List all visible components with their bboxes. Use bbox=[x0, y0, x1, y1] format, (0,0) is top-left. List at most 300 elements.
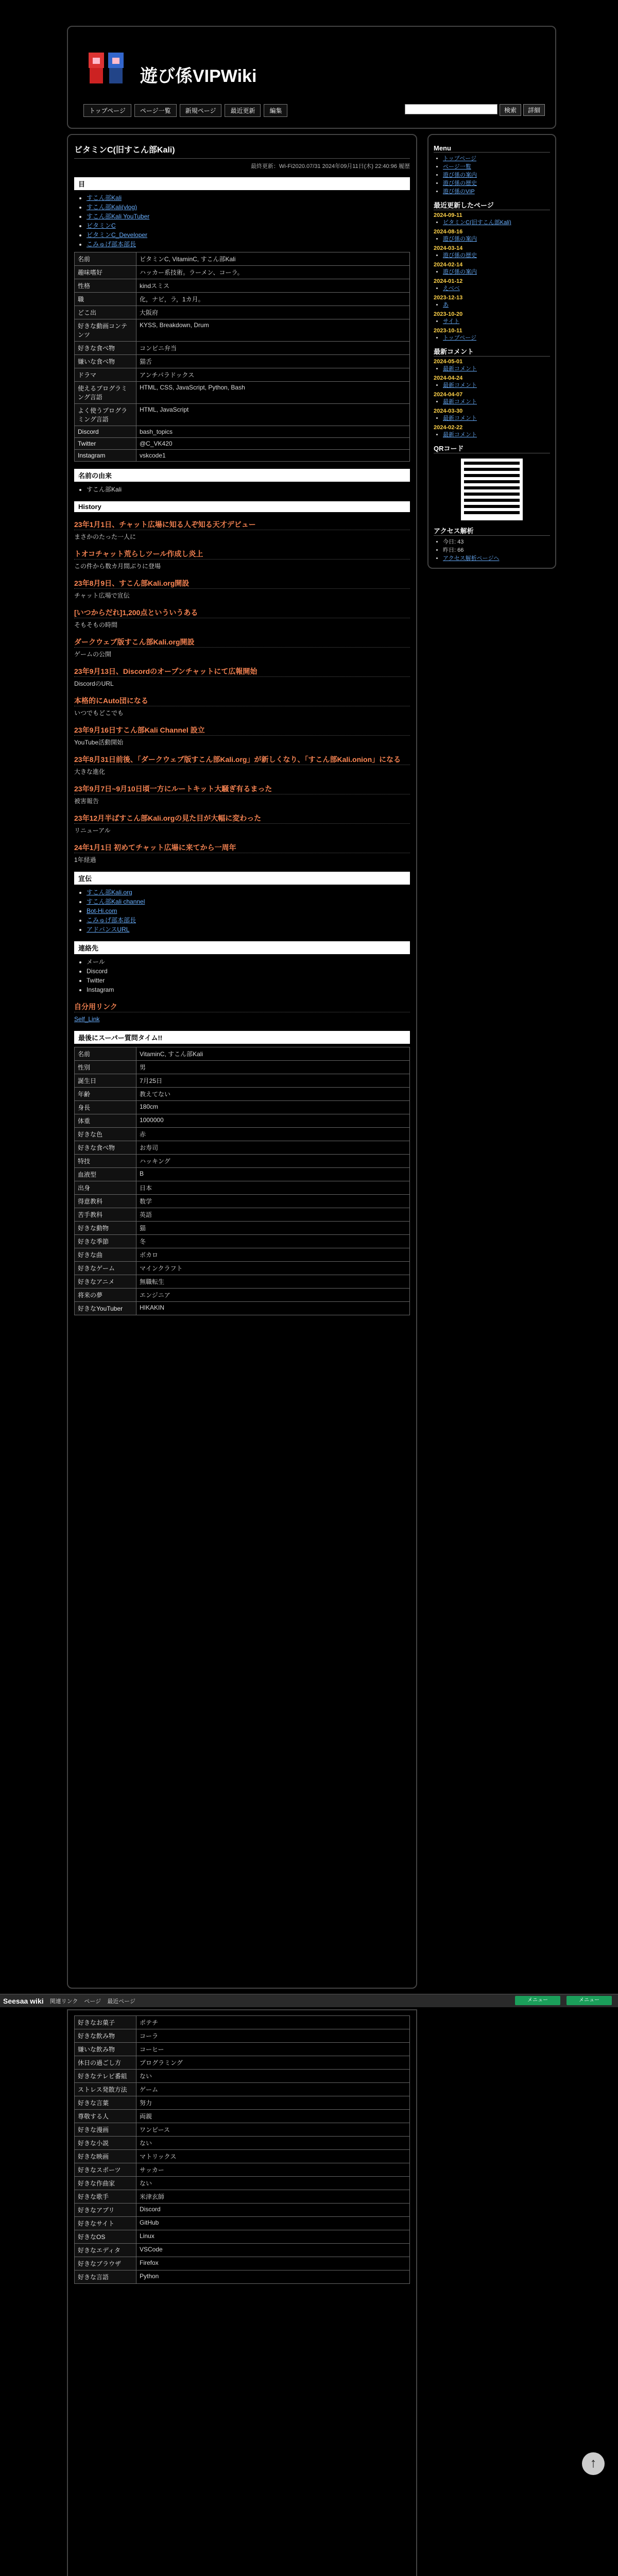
table-value: 大阪府 bbox=[136, 306, 410, 319]
date-label: 2024-04-07 bbox=[434, 392, 463, 398]
table-row bbox=[75, 382, 410, 404]
table-value: Linux bbox=[136, 2230, 410, 2244]
table-value: プログラミング bbox=[136, 2056, 410, 2070]
sidebar-link[interactable]: 最新コメント bbox=[443, 415, 477, 421]
table-value: Discord bbox=[136, 2204, 410, 2217]
table-key: 将来の夢 bbox=[75, 1289, 136, 1302]
table-row bbox=[75, 2123, 410, 2137]
table-value: ポテチ bbox=[136, 2016, 410, 2029]
table-key: 好きな色 bbox=[75, 1128, 136, 1141]
nav-pages[interactable]: ページ一覧 bbox=[134, 104, 177, 117]
table-key: 性別 bbox=[75, 1061, 136, 1074]
main-nav bbox=[83, 104, 287, 117]
table-value: 冬 bbox=[136, 1235, 410, 1248]
table-value: アンチパラドックス bbox=[136, 368, 410, 382]
table-row bbox=[75, 1302, 410, 1315]
table-value: 180cm bbox=[136, 1101, 410, 1114]
table-key: 好きな季節 bbox=[75, 1235, 136, 1248]
date-label: 2024-01-12 bbox=[434, 278, 463, 284]
table-value: ない bbox=[136, 2137, 410, 2150]
date-list bbox=[434, 268, 550, 276]
table-value: 英語 bbox=[136, 1208, 410, 1222]
table-value: コーヒー bbox=[136, 2043, 410, 2056]
history-heading: 23年9月13日、Discordのオープンチャットにて広報開始 bbox=[74, 666, 410, 677]
table-key: 好きな食べ物 bbox=[75, 1141, 136, 1155]
qa-table-continued bbox=[74, 2015, 410, 2284]
table-row bbox=[75, 2204, 410, 2217]
table-row bbox=[75, 1222, 410, 1235]
table-key: 好きなエディタ bbox=[75, 2244, 136, 2257]
date-label: 2023-10-20 bbox=[434, 311, 463, 317]
date-label: 2024-05-01 bbox=[434, 359, 463, 365]
history-text: そもそもの時間 bbox=[74, 621, 118, 629]
table-row bbox=[75, 404, 410, 426]
date-list bbox=[434, 251, 550, 260]
sidebar-link[interactable]: 最新コメント bbox=[443, 432, 477, 438]
table-value: 両親 bbox=[136, 2110, 410, 2123]
table-key: 尊敬する人 bbox=[75, 2110, 136, 2123]
table-key: 名前 bbox=[75, 1047, 136, 1061]
table-key: 好きな言語 bbox=[75, 2270, 136, 2284]
qr-heading: QRコード bbox=[434, 443, 550, 453]
toc-item[interactable]: こみゅげ部本部長 bbox=[87, 241, 136, 248]
sidebar-link[interactable]: 遊び係の案内 bbox=[443, 269, 477, 275]
table-value: VSCode bbox=[136, 2244, 410, 2257]
table-row bbox=[75, 2257, 410, 2270]
table-value: ない bbox=[136, 2177, 410, 2190]
search-button[interactable]: 検索 bbox=[500, 104, 521, 116]
contacts-list bbox=[74, 957, 410, 994]
table-key: 好きな食べ物 bbox=[75, 342, 136, 355]
table-row bbox=[75, 1101, 410, 1114]
table-value: 数学 bbox=[136, 1195, 410, 1208]
table-row bbox=[75, 1155, 410, 1168]
table-key: 名前 bbox=[75, 252, 136, 266]
menu-list bbox=[434, 155, 550, 196]
date-label: 2024-08-16 bbox=[434, 229, 463, 235]
table-row bbox=[75, 1262, 410, 1275]
toc-item[interactable]: すこん部Kali bbox=[87, 194, 122, 201]
footer-button[interactable]: メニュー bbox=[515, 1996, 560, 2005]
table-value: B bbox=[136, 1168, 410, 1181]
table-value: サッカー bbox=[136, 2163, 410, 2177]
table-key: ストレス発散方法 bbox=[75, 2083, 136, 2096]
contacts-heading: 連絡先 bbox=[74, 941, 410, 954]
table-key: Discord bbox=[75, 426, 136, 438]
table-key: 好きな漫画 bbox=[75, 2123, 136, 2137]
table-row bbox=[75, 426, 410, 438]
name-origin-heading: 名前の由来 bbox=[74, 469, 410, 482]
table-key: 好きなスポーツ bbox=[75, 2163, 136, 2177]
menu-item[interactable]: トップページ bbox=[443, 156, 477, 162]
nav-recent[interactable]: 最近更新 bbox=[225, 104, 261, 117]
table-row bbox=[75, 438, 410, 450]
table-value: 化，ナビ，ラ，1カ月。 bbox=[136, 293, 410, 306]
table-key: 好きな飲み物 bbox=[75, 2029, 136, 2043]
table-value: 猫舌 bbox=[136, 355, 410, 368]
table-value: ハッカー系技術。ラーメン、コーラ。 bbox=[136, 266, 410, 279]
history-heading: 23年9月7日~9月10日頃一方にルートキット大騒ぎ有るまった bbox=[74, 784, 410, 794]
qa-table bbox=[74, 1047, 410, 1315]
sidebar-link[interactable]: 最新コメント bbox=[443, 399, 477, 405]
date-list bbox=[434, 431, 550, 439]
table-row bbox=[75, 2029, 410, 2043]
table-row bbox=[75, 1114, 410, 1128]
lower-content bbox=[67, 2009, 417, 2576]
table-value: vskcode1 bbox=[136, 450, 410, 462]
search-bar bbox=[405, 104, 545, 116]
table-value: ボカロ bbox=[136, 1248, 410, 1262]
table-value: HIKAKIN bbox=[136, 1302, 410, 1315]
contact-item: • Discord bbox=[87, 967, 410, 976]
toc-item[interactable]: すこん部Kali YouTuber bbox=[87, 213, 150, 220]
link-item[interactable]: すこん部Kali.org bbox=[87, 889, 132, 896]
date-list bbox=[434, 414, 550, 422]
table-key: 特技 bbox=[75, 1155, 136, 1168]
table-row bbox=[75, 2177, 410, 2190]
table-value: KYSS, Breakdown, Drum bbox=[136, 319, 410, 342]
table-row bbox=[75, 1047, 410, 1061]
table-key: 好きなブラウザ bbox=[75, 2257, 136, 2270]
site-title[interactable]: 遊び係VIPWiki bbox=[140, 66, 257, 86]
table-row bbox=[75, 368, 410, 382]
links-list bbox=[74, 888, 410, 934]
history-heading: トオコチャット荒らしツール作成し炎上 bbox=[74, 549, 410, 560]
history-heading: 23年8月31日前後、「ダークウェブ版すこん部Kali.org」が新しくなり、「すこん部Kali.onion」になる bbox=[74, 754, 410, 765]
table-value: 努力 bbox=[136, 2096, 410, 2110]
table-row bbox=[75, 2070, 410, 2083]
search-input[interactable] bbox=[405, 104, 497, 114]
history-heading: History bbox=[74, 501, 410, 512]
table-value: ゲーム bbox=[136, 2083, 410, 2096]
toc-item[interactable]: ビタミンC_Developer bbox=[87, 231, 148, 239]
date-label: 2024-02-22 bbox=[434, 425, 463, 431]
nav-top[interactable]: トップページ bbox=[83, 104, 131, 117]
profile-table bbox=[74, 252, 410, 462]
table-key: 得意教科 bbox=[75, 1195, 136, 1208]
table-value: コンビニ弁当 bbox=[136, 342, 410, 355]
date-list bbox=[434, 235, 550, 243]
sidebar-link[interactable]: ビタミンC(旧すこん部Kali) bbox=[443, 219, 511, 226]
link-item[interactable]: Bot-Hi.com bbox=[87, 907, 117, 914]
table-value: ない bbox=[136, 2070, 410, 2083]
sidebar-link[interactable]: 最新コメント bbox=[443, 366, 477, 372]
sidebar-link[interactable]: 最新コメント bbox=[443, 382, 477, 388]
table-key: 趣味嗜好 bbox=[75, 266, 136, 279]
history-text: リニューアル bbox=[74, 827, 111, 834]
date-label: 2024-02-14 bbox=[434, 262, 463, 268]
date-list bbox=[434, 381, 550, 389]
table-value: 男 bbox=[136, 1061, 410, 1074]
history-text: 1年経過 bbox=[74, 856, 96, 863]
history-heading: 24年1月1日 初めてチャット広場に来てから一周年 bbox=[74, 842, 410, 853]
table-key: 使えるプログラミング言語 bbox=[75, 382, 136, 404]
date-label: 2024-03-14 bbox=[434, 245, 463, 251]
recent-heading: 最近更新したページ bbox=[434, 200, 550, 210]
page-meta: 最終更新：Wi-Fi2020.07/31 2024年09月11日(木) 22:40:96 履歴 bbox=[250, 163, 410, 170]
table-key: どこ出 bbox=[75, 306, 136, 319]
table-row bbox=[75, 293, 410, 306]
name-origin-list bbox=[74, 485, 410, 494]
toc-heading: 目 bbox=[74, 177, 410, 190]
table-row bbox=[75, 342, 410, 355]
history-text: チャット広場で宣伝 bbox=[74, 592, 130, 599]
table-row bbox=[75, 1195, 410, 1208]
date-list bbox=[434, 317, 550, 326]
contact-item: • Twitter bbox=[87, 976, 410, 985]
date-list bbox=[434, 301, 550, 309]
table-key: 好きなOS bbox=[75, 2230, 136, 2244]
date-list bbox=[434, 284, 550, 293]
table-row bbox=[75, 1128, 410, 1141]
sidebar-link[interactable]: トップページ bbox=[443, 335, 477, 341]
table-row bbox=[75, 252, 410, 266]
selflink[interactable]: Self_Link bbox=[74, 1015, 100, 1023]
table-key: 好きな歌手 bbox=[75, 2190, 136, 2204]
table-key: 好きなアプリ bbox=[75, 2204, 136, 2217]
link-item[interactable]: こみゅげ部本部長 bbox=[87, 917, 136, 924]
table-row bbox=[75, 2016, 410, 2029]
table-value: VitaminC, すこん部Kali bbox=[136, 1047, 410, 1061]
table-row bbox=[75, 1061, 410, 1074]
history-heading: 本格的にAuto団になる bbox=[74, 696, 410, 706]
history-text: ゲームの公開 bbox=[74, 651, 112, 658]
table-row bbox=[75, 2163, 410, 2177]
history-text: 大きな進化 bbox=[74, 768, 106, 775]
history-list bbox=[74, 519, 410, 865]
toc-list bbox=[74, 193, 410, 249]
access-item: • 昨日: 66 bbox=[443, 546, 550, 554]
date-list bbox=[434, 365, 550, 373]
table-value: HTML, JavaScript bbox=[136, 404, 410, 426]
toc-item[interactable]: すこん部Kali(vlog) bbox=[87, 204, 138, 211]
table-value: kindスミス bbox=[136, 279, 410, 293]
table-value: お寿司 bbox=[136, 1141, 410, 1155]
table-value: ハッキング bbox=[136, 1155, 410, 1168]
toc-item[interactable]: ビタミンC bbox=[87, 222, 116, 229]
table-value: 赤 bbox=[136, 1128, 410, 1141]
menu-heading: Menu bbox=[434, 144, 550, 152]
table-row bbox=[75, 2083, 410, 2096]
footer-button[interactable]: メニュー bbox=[566, 1996, 612, 2005]
news-heading: 最新コメント bbox=[434, 346, 550, 357]
table-value: マインクラフト bbox=[136, 1262, 410, 1275]
date-label: 2024-04-24 bbox=[434, 375, 463, 381]
menu-item[interactable]: ページ一覧 bbox=[443, 164, 471, 170]
table-key: 性格 bbox=[75, 279, 136, 293]
table-row bbox=[75, 1088, 410, 1101]
links-heading: 宣伝 bbox=[74, 872, 410, 885]
table-row bbox=[75, 450, 410, 462]
access-link[interactable]: アクセス解析ページへ bbox=[443, 555, 500, 562]
table-value: 日本 bbox=[136, 1181, 410, 1195]
contact-item: • Instagram bbox=[87, 985, 410, 994]
table-value: @C_VK420 bbox=[136, 438, 410, 450]
table-key: 体重 bbox=[75, 1114, 136, 1128]
table-value: GitHub bbox=[136, 2217, 410, 2230]
table-key: Instagram bbox=[75, 450, 136, 462]
menu-item[interactable]: 遊び係の歴史 bbox=[443, 180, 477, 187]
table-row bbox=[75, 1275, 410, 1289]
table-key: 好きな小説 bbox=[75, 2137, 136, 2150]
table-row bbox=[75, 1074, 410, 1088]
table-row bbox=[75, 355, 410, 368]
sidebar-link[interactable]: 遊び係の歴史 bbox=[443, 252, 477, 259]
access-item: • 今日: 43 bbox=[443, 538, 550, 546]
scroll-top-icon[interactable]: ↑ bbox=[582, 2452, 605, 2475]
selflink-heading: 自分用リンク bbox=[74, 1002, 410, 1012]
table-row bbox=[75, 319, 410, 342]
table-value: bash_topics bbox=[136, 426, 410, 438]
table-key: 苦手教科 bbox=[75, 1208, 136, 1222]
footer-logo[interactable]: Seesaa wiki bbox=[3, 1996, 44, 2005]
table-key: 好きなテレビ番組 bbox=[75, 2070, 136, 2083]
list-item: • すこん部Kali bbox=[87, 485, 410, 494]
date-label: 2024-03-30 bbox=[434, 408, 463, 414]
table-key: 好きな作曲家 bbox=[75, 2177, 136, 2190]
table-row bbox=[75, 1168, 410, 1181]
sidebar-link[interactable]: えべべ bbox=[443, 285, 460, 292]
table-value: 1000000 bbox=[136, 1114, 410, 1128]
footer-item[interactable]: 最近ページ bbox=[107, 1998, 135, 2005]
table-row bbox=[75, 1289, 410, 1302]
table-row bbox=[75, 2270, 410, 2284]
table-key: 嫌いな飲み物 bbox=[75, 2043, 136, 2056]
table-row bbox=[75, 2056, 410, 2070]
table-row bbox=[75, 2244, 410, 2257]
news-list bbox=[434, 359, 550, 439]
footer-item[interactable]: ページ bbox=[84, 1998, 101, 2005]
table-row bbox=[75, 266, 410, 279]
table-row bbox=[75, 279, 410, 293]
table-row bbox=[75, 2150, 410, 2163]
table-row bbox=[75, 1235, 410, 1248]
footer-item[interactable]: 関連リンク bbox=[49, 1998, 78, 2005]
qr-code-icon bbox=[461, 459, 523, 520]
table-key: 好きなYouTuber bbox=[75, 1302, 136, 1315]
date-label: 2023-10-11 bbox=[434, 328, 462, 334]
table-value: マトリックス bbox=[136, 2150, 410, 2163]
link-item[interactable]: アドバンスURL bbox=[87, 926, 130, 933]
table-value: 米津玄師 bbox=[136, 2190, 410, 2204]
sidebar-link[interactable]: 遊び係の案内 bbox=[443, 236, 477, 242]
advanced-search-button[interactable]: 詳細 bbox=[523, 104, 545, 116]
access-list bbox=[434, 538, 550, 563]
table-row bbox=[75, 1248, 410, 1262]
table-value: 教えてない bbox=[136, 1088, 410, 1101]
site-header bbox=[67, 26, 556, 129]
page-title: ビタミンC(旧すこん部Kali) bbox=[74, 140, 410, 159]
table-key: よく使うプログラミング言語 bbox=[75, 404, 136, 426]
date-list bbox=[434, 218, 550, 227]
table-value: コーラ bbox=[136, 2029, 410, 2043]
table-key: 好きなサイト bbox=[75, 2217, 136, 2230]
table-row bbox=[75, 2217, 410, 2230]
history-text: いつでもどこでも bbox=[74, 709, 124, 717]
table-key: 好きなゲーム bbox=[75, 1262, 136, 1275]
table-value: エンジニア bbox=[136, 1289, 410, 1302]
table-row bbox=[75, 2137, 410, 2150]
table-row bbox=[75, 2110, 410, 2123]
contact-item: • メール bbox=[87, 957, 410, 967]
nav-edit[interactable]: 編集 bbox=[264, 104, 287, 117]
table-value: Python bbox=[136, 2270, 410, 2284]
table-value: Firefox bbox=[136, 2257, 410, 2270]
table-key: ドラマ bbox=[75, 368, 136, 382]
date-list bbox=[434, 334, 550, 342]
date-label: 2023-12-13 bbox=[434, 295, 463, 301]
sidebar bbox=[427, 134, 556, 569]
date-label: 2024-09-11 bbox=[434, 212, 462, 218]
table-row bbox=[75, 2096, 410, 2110]
table-row bbox=[75, 306, 410, 319]
table-key: 好きなアニメ bbox=[75, 1275, 136, 1289]
table-key: 嫌いな食べ物 bbox=[75, 355, 136, 368]
table-value: ビタミンC, VitaminC, すこん部Kali bbox=[136, 252, 410, 266]
table-key: 年齢 bbox=[75, 1088, 136, 1101]
table-key: 好きなお菓子 bbox=[75, 2016, 136, 2029]
table-value: 猫 bbox=[136, 1222, 410, 1235]
site-logo-icon[interactable] bbox=[83, 47, 130, 89]
date-list bbox=[434, 398, 550, 406]
table-key: 好きな動物 bbox=[75, 1222, 136, 1235]
table-key: 血液型 bbox=[75, 1168, 136, 1181]
table-row bbox=[75, 2043, 410, 2056]
access-heading: アクセス解析 bbox=[434, 526, 550, 536]
table-value: 7月25日 bbox=[136, 1074, 410, 1088]
history-heading: ダークウェブ版すこん部Kali.org開設 bbox=[74, 637, 410, 648]
table-value: HTML, CSS, JavaScript, Python, Bash bbox=[136, 382, 410, 404]
history-heading: 23年12月半ばすこん部Kali.orgの見た目が大幅に変わった bbox=[74, 813, 410, 824]
history-text: YouTube活動開始 bbox=[74, 739, 124, 746]
history-heading: [いつからだれ]1,200点といういうある bbox=[74, 607, 410, 618]
qa-heading: 最後にスーパー質問タイム!! bbox=[74, 1031, 410, 1044]
history-text: この件から数カ月間ぶりに登場 bbox=[74, 563, 161, 570]
table-key: 身長 bbox=[75, 1101, 136, 1114]
table-key: 誕生日 bbox=[75, 1074, 136, 1088]
history-text: DiscordのURL bbox=[74, 680, 114, 687]
sidebar-link[interactable]: あ bbox=[443, 302, 449, 308]
table-key: 好きな動画コンテンツ bbox=[75, 319, 136, 342]
table-row bbox=[75, 2230, 410, 2244]
main-content bbox=[67, 134, 417, 1989]
history-text: まさかのたった一人に bbox=[74, 533, 136, 540]
table-row bbox=[75, 1208, 410, 1222]
history-text: 被害報告 bbox=[74, 798, 99, 805]
table-row bbox=[75, 2190, 410, 2204]
table-key: 職 bbox=[75, 293, 136, 306]
table-value: 無職転生 bbox=[136, 1275, 410, 1289]
table-key: 好きな曲 bbox=[75, 1248, 136, 1262]
history-heading: 23年9月16日すこん部Kali Channel 設立 bbox=[74, 725, 410, 736]
history-heading: 23年1月1日、チャット広場に知る人ぞ知る天才デビュー bbox=[74, 519, 410, 530]
sidebar-link[interactable]: サイト bbox=[443, 318, 460, 325]
table-key: Twitter bbox=[75, 438, 136, 450]
link-item[interactable]: すこん部Kali channel bbox=[87, 898, 145, 905]
table-key: 出身 bbox=[75, 1181, 136, 1195]
table-row bbox=[75, 1141, 410, 1155]
nav-new[interactable]: 新規ページ bbox=[180, 104, 222, 117]
table-key: 休日の過ごし方 bbox=[75, 2056, 136, 2070]
menu-item[interactable]: 遊び係の案内 bbox=[443, 172, 477, 178]
table-value: ワンピース bbox=[136, 2123, 410, 2137]
recent-list bbox=[434, 212, 550, 342]
history-heading: 23年8月9日、すこん部Kali.org開設 bbox=[74, 578, 410, 589]
table-row bbox=[75, 1181, 410, 1195]
table-key: 好きな言葉 bbox=[75, 2096, 136, 2110]
table-key: 好きな映画 bbox=[75, 2150, 136, 2163]
menu-item[interactable]: 遊び係のVIP bbox=[443, 189, 475, 195]
